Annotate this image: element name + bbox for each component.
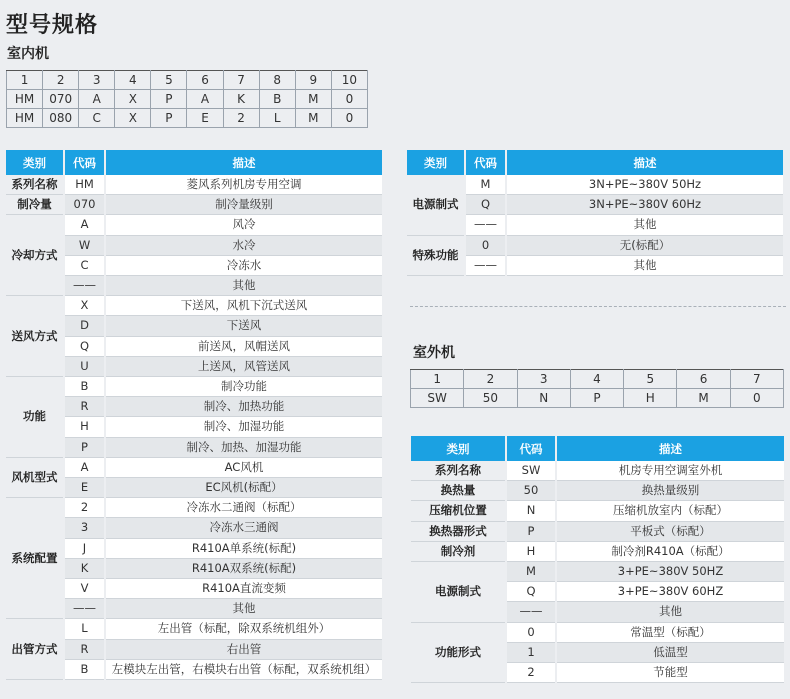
code-cell: B <box>64 377 105 397</box>
code-cell: 080 <box>43 109 79 128</box>
code-cell: P <box>151 90 187 109</box>
category-cell: 出管方式 <box>6 619 64 680</box>
description-cell: 冷冻水二通阀（标配） <box>105 498 382 518</box>
code-row <box>7 71 368 90</box>
description-cell: 3N+PE~380V 60Hz <box>506 195 783 215</box>
description-cell: 制冷、加湿功能 <box>105 417 382 437</box>
code-cell: R <box>64 397 105 417</box>
code-cell: Q <box>465 195 506 215</box>
code-cell: 3 <box>64 518 105 538</box>
code-cell: HM <box>7 90 43 109</box>
outdoor-spec-table <box>411 436 784 683</box>
code-cell: 7 <box>223 71 259 90</box>
code-cell: E <box>64 478 105 498</box>
category-cell: 系列名称 <box>411 461 506 481</box>
code-cell: B <box>64 659 105 679</box>
header-category: 类别 <box>407 150 465 175</box>
code-cell: 2 <box>43 71 79 90</box>
header-desc: 描述 <box>506 150 783 175</box>
code-cell: A <box>79 90 115 109</box>
header-code: 代码 <box>64 150 105 175</box>
description-cell: 平板式（标配） <box>556 521 784 541</box>
description-cell: 风冷 <box>105 215 382 235</box>
code-cell: 2 <box>464 370 517 389</box>
indoor-model-code-table <box>6 70 368 128</box>
spec-row <box>6 457 382 477</box>
outdoor-heading: 室外机 <box>413 345 455 361</box>
description-cell: R410A直流变频 <box>105 579 382 599</box>
header-category: 类别 <box>411 436 506 461</box>
code-cell: 2 <box>223 109 259 128</box>
code-cell: J <box>64 538 105 558</box>
description-cell: 其他 <box>506 255 783 275</box>
spec-row <box>6 377 382 397</box>
code-cell: L <box>64 619 105 639</box>
code-cell: M <box>465 175 506 195</box>
code-cell: H <box>64 417 105 437</box>
spec-row <box>411 521 784 541</box>
description-cell: 无(标配） <box>506 235 783 255</box>
description-cell: 下送风 <box>105 316 382 336</box>
code-cell: —— <box>64 599 105 619</box>
indoor-spec-table <box>6 150 382 680</box>
code-cell: X <box>115 109 151 128</box>
header-category: 类别 <box>6 150 64 175</box>
category-cell: 系统配置 <box>6 498 64 619</box>
code-cell: —— <box>506 602 556 622</box>
header-desc: 描述 <box>556 436 784 461</box>
code-cell: HM <box>64 175 105 195</box>
code-cell: 3 <box>79 71 115 90</box>
code-cell: 070 <box>43 90 79 109</box>
code-cell: 5 <box>624 370 677 389</box>
spec-row <box>411 461 784 481</box>
code-cell: 2 <box>506 663 556 683</box>
code-cell: 070 <box>64 195 105 215</box>
category-cell: 换热器形式 <box>411 521 506 541</box>
code-cell: 0 <box>331 109 367 128</box>
spec-row <box>6 498 382 518</box>
description-cell: 3+PE~380V 60HZ <box>556 582 784 602</box>
code-cell: 9 <box>295 71 331 90</box>
code-cell: L <box>259 109 295 128</box>
category-cell: 制冷量 <box>6 195 64 215</box>
code-cell: N <box>517 389 570 408</box>
code-cell: 0 <box>506 622 556 642</box>
code-cell: A <box>64 457 105 477</box>
spec-row <box>6 296 382 316</box>
description-cell: 压缩机放室内（标配） <box>556 501 784 521</box>
code-cell: P <box>506 521 556 541</box>
code-cell: W <box>64 235 105 255</box>
code-row <box>411 389 784 408</box>
description-cell: 其他 <box>506 215 783 235</box>
spec-row <box>6 619 382 639</box>
spec-row <box>6 195 382 215</box>
description-cell: 低温型 <box>556 642 784 662</box>
code-cell: —— <box>64 276 105 296</box>
code-cell: 1 <box>411 370 464 389</box>
description-cell: AC风机 <box>105 457 382 477</box>
code-cell: X <box>64 296 105 316</box>
spec-row <box>411 501 784 521</box>
category-cell: 特殊功能 <box>407 235 465 275</box>
code-cell: 4 <box>570 370 623 389</box>
spec-row <box>411 481 784 501</box>
code-cell: H <box>506 541 556 561</box>
description-cell: 常温型（标配） <box>556 622 784 642</box>
code-cell: 5 <box>151 71 187 90</box>
category-cell: 换热量 <box>411 481 506 501</box>
description-cell: 左出管（标配，除双系统机组外） <box>105 619 382 639</box>
description-cell: 制冷剂R410A（标配） <box>556 541 784 561</box>
description-cell: 菱风系列机房专用空调 <box>105 175 382 195</box>
code-cell: 0 <box>331 90 367 109</box>
code-cell: A <box>64 215 105 235</box>
indoor-spec-table-2 <box>407 150 783 276</box>
spec-row <box>407 175 783 195</box>
category-cell: 系列名称 <box>6 175 64 195</box>
description-cell: 换热量级别 <box>556 481 784 501</box>
code-cell: M <box>295 109 331 128</box>
category-cell: 风机型式 <box>6 457 64 497</box>
description-cell: 其他 <box>556 602 784 622</box>
code-cell: K <box>64 558 105 578</box>
code-cell: 10 <box>331 71 367 90</box>
spec-row <box>411 541 784 561</box>
code-cell: N <box>506 501 556 521</box>
description-cell: 机房专用空调室外机 <box>556 461 784 481</box>
description-cell: 其他 <box>105 276 382 296</box>
code-cell: SW <box>411 389 464 408</box>
description-cell: 水冷 <box>105 235 382 255</box>
code-cell: 8 <box>259 71 295 90</box>
code-cell: 6 <box>187 71 223 90</box>
description-cell: 3+PE~380V 50HZ <box>556 562 784 582</box>
code-cell: —— <box>465 255 506 275</box>
code-cell: V <box>64 579 105 599</box>
description-cell: 右出管 <box>105 639 382 659</box>
description-cell: 节能型 <box>556 663 784 683</box>
description-cell: 制冷、加热、加湿功能 <box>105 437 382 457</box>
description-cell: 下送风，风机下沉式送风 <box>105 296 382 316</box>
page-title: 型号规格 <box>6 13 99 38</box>
code-cell: HM <box>7 109 43 128</box>
code-cell: 3 <box>517 370 570 389</box>
category-cell: 电源制式 <box>411 562 506 623</box>
code-cell: —— <box>465 215 506 235</box>
category-cell: 冷却方式 <box>6 215 64 296</box>
category-cell: 压缩机位置 <box>411 501 506 521</box>
code-row <box>411 370 784 389</box>
code-cell: H <box>624 389 677 408</box>
category-cell: 功能形式 <box>411 622 506 683</box>
code-cell: 0 <box>465 235 506 255</box>
spec-row <box>411 562 784 582</box>
code-cell: 50 <box>506 481 556 501</box>
indoor-heading: 室内机 <box>7 46 49 62</box>
spec-row <box>407 235 783 255</box>
code-cell: 2 <box>64 498 105 518</box>
code-cell: SW <box>506 461 556 481</box>
description-cell: 3N+PE~380V 50Hz <box>506 175 783 195</box>
description-cell: 左模块左出管，右模块右出管（标配，双系统机组） <box>105 659 382 679</box>
code-cell: M <box>506 562 556 582</box>
spec-row <box>6 215 382 235</box>
code-cell: M <box>295 90 331 109</box>
header-code: 代码 <box>506 436 556 461</box>
code-cell: D <box>64 316 105 336</box>
section-divider <box>410 306 786 307</box>
description-cell: R410A双系统(标配) <box>105 558 382 578</box>
code-cell: X <box>115 90 151 109</box>
code-row <box>7 109 368 128</box>
code-cell: P <box>151 109 187 128</box>
header-desc: 描述 <box>105 150 382 175</box>
description-cell: 前送风，风帽送风 <box>105 336 382 356</box>
spec-row <box>6 175 382 195</box>
code-cell: 6 <box>677 370 730 389</box>
description-cell: 制冷、加热功能 <box>105 397 382 417</box>
code-cell: Q <box>506 582 556 602</box>
code-cell: 7 <box>730 370 783 389</box>
code-cell: C <box>79 109 115 128</box>
description-cell: 上送风，风管送风 <box>105 356 382 376</box>
description-cell: 冷冻水 <box>105 255 382 275</box>
code-cell: P <box>570 389 623 408</box>
code-cell: M <box>677 389 730 408</box>
outdoor-model-code-table <box>410 369 784 408</box>
category-cell: 制冷剂 <box>411 541 506 561</box>
code-cell: A <box>187 90 223 109</box>
code-cell: E <box>187 109 223 128</box>
code-row <box>7 90 368 109</box>
description-cell: R410A单系统(标配) <box>105 538 382 558</box>
code-cell: B <box>259 90 295 109</box>
description-cell: 制冷量级别 <box>105 195 382 215</box>
code-cell: 0 <box>730 389 783 408</box>
code-cell: 50 <box>464 389 517 408</box>
code-cell: P <box>64 437 105 457</box>
category-cell: 功能 <box>6 377 64 458</box>
code-cell: 1 <box>506 642 556 662</box>
spec-row <box>411 622 784 642</box>
code-cell: Q <box>64 336 105 356</box>
code-cell: U <box>64 356 105 376</box>
code-cell: 4 <box>115 71 151 90</box>
description-cell: 制冷功能 <box>105 377 382 397</box>
description-cell: 冷冻水三通阀 <box>105 518 382 538</box>
description-cell: EC风机(标配） <box>105 478 382 498</box>
code-cell: R <box>64 639 105 659</box>
category-cell: 电源制式 <box>407 175 465 235</box>
code-cell: 1 <box>7 71 43 90</box>
category-cell: 送风方式 <box>6 296 64 377</box>
header-code: 代码 <box>465 150 506 175</box>
code-cell: K <box>223 90 259 109</box>
description-cell: 其他 <box>105 599 382 619</box>
code-cell: C <box>64 255 105 275</box>
